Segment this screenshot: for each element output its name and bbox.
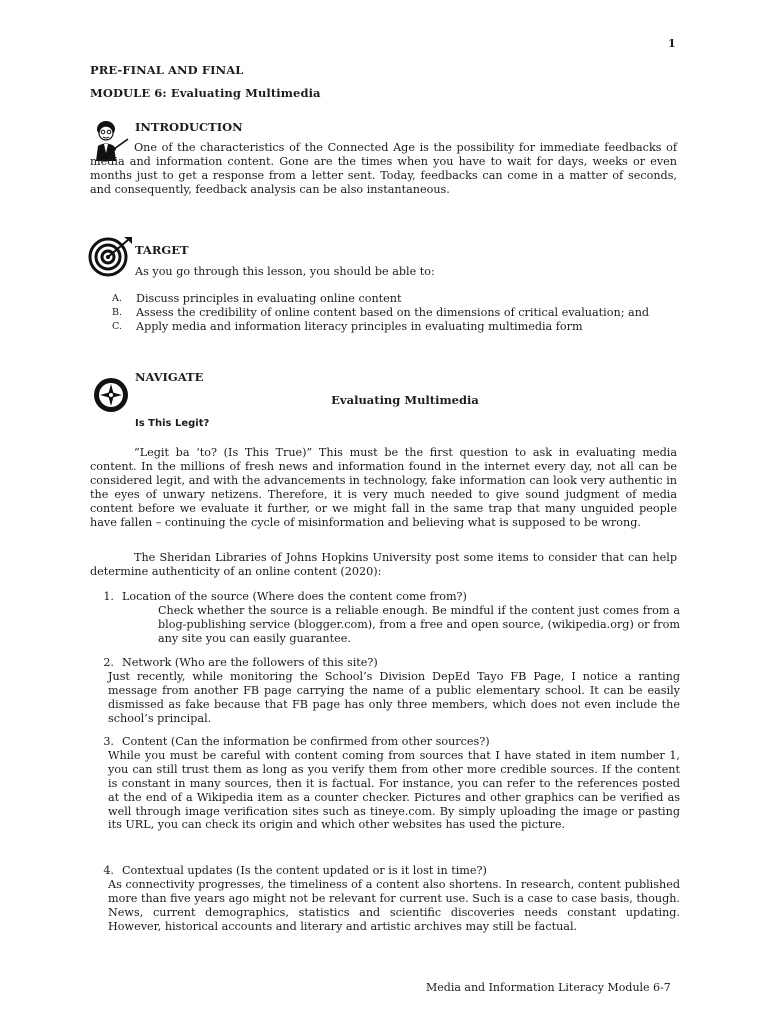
list-item [112, 306, 682, 320]
item-heading: Network (Who are the followers of this site?) [122, 656, 378, 669]
navigate-para2: The Sheridan Libraries of Johns Hopkins University post some items to consider that can help determine authenticity of an online content (2020): [90, 551, 677, 578]
item-number: 3. [103, 735, 114, 748]
item-body: Check whether the source is a reliable enough. Be mindful if the content just comes from a blog-publishing service (blogger.com), from a free and open source, (wikipedia.org) or from any site you can easily guarantee. [158, 603, 680, 645]
page-number: 1 [668, 37, 676, 50]
navigate-title: NAVIGATE [135, 370, 204, 384]
item-heading: Content (Can the information be confirmed from other sources?) [122, 735, 490, 748]
item-heading: Location of the source (Where does the content come from?) [122, 590, 467, 603]
objectives-list [112, 292, 682, 334]
list-item [112, 292, 682, 306]
section-heading: Evaluating Multimedia [331, 393, 479, 407]
list-item [112, 320, 682, 334]
list-marker: A. [112, 293, 122, 304]
item-body: While you must be careful with content coming from sources that I have stated in item number 1, you can still trust them as long as you verify them from other more credible sources. If the content is constant in many sources, then it is factual. For instance, you can refer to the references posted at the end of a Wikipedia item as a counter checker. Pictures and other graphics can be verified as well through image verification sites such as tineye.com. By simply uploading the image or pasting its URL, you can check its origin and which other websites has used the picture. [108, 748, 680, 832]
item-body: As connectivity progresses, the timeliness of a content also shortens. In research, content published more than five years ago might not be relevant for current use. Such is a case to case basis, though. News, current demographics, statistics and scientific discoveries needs constant updating. However, historical accounts and literary and artistic archives may still be factual. [108, 877, 680, 933]
item-number: 1. [103, 590, 114, 603]
subheading: Is This Legit? [135, 418, 210, 429]
target-icon [88, 235, 134, 277]
list-item [90, 735, 680, 832]
module-title: MODULE 6: Evaluating Multimedia [90, 86, 321, 100]
item-number: 2. [103, 656, 114, 669]
item-heading: Contextual updates (Is the content updated or is it lost in time?) [122, 864, 487, 877]
introduction-body: One of the characteristics of the Connected Age is the possibility for immediate feedbacks of media and information content. Gone are the times when you have to wait for days, weeks or even months just to get a response from a letter sent. Today, feedbacks can come in a matter of seconds, and consequently, feedback analysis can be also instantaneous. [90, 141, 677, 196]
list-item [90, 864, 680, 934]
item-number: 4. [103, 864, 114, 877]
objective-text: Discuss principles in evaluating online content [136, 292, 402, 305]
objective-text: Assess the credibility of online content based on the dimensions of critical evaluation; and [136, 305, 650, 319]
target-lead: As you go through this lesson, you should be able to: [135, 265, 435, 278]
list-marker: C. [112, 320, 122, 332]
introduction-title: INTRODUCTION [135, 120, 243, 134]
item-body: Just recently, while monitoring the School’s Division DepEd Tayo FB Page, I notice a ranting message from another FB page carrying the name of a public elementary school. It can be easily dismissed as fake because that FB page has only three members, which does not even include the school’s principal. [108, 669, 680, 725]
list-item [90, 590, 680, 646]
target-title: TARGET [135, 243, 189, 257]
objective-text: Apply media and information literacy principles in evaluating multimedia form [136, 319, 583, 333]
navigate-para1: “Legit ba ‘to? (Is This True)” This must be the first question to ask in evaluating media content. In the millions of fresh news and information found in the internet every day, not all can be considered legit, and with the advancements in technology, fake information can look very authentic in the eyes of unwary netizens. Therefore, it is very much needed to give sound judgment of media content before we evaluate it further, or we might fall in the same trap that many unguided people have fallen – continuing the cycle of misinformation and believing what is supposed to be wrong. [90, 446, 677, 529]
page-footer: Media and Information Literacy Module 6-7 [426, 981, 671, 994]
list-item [90, 656, 680, 726]
header-line1: PRE-FINAL AND FINAL [90, 63, 244, 77]
list-marker: B. [112, 306, 123, 318]
